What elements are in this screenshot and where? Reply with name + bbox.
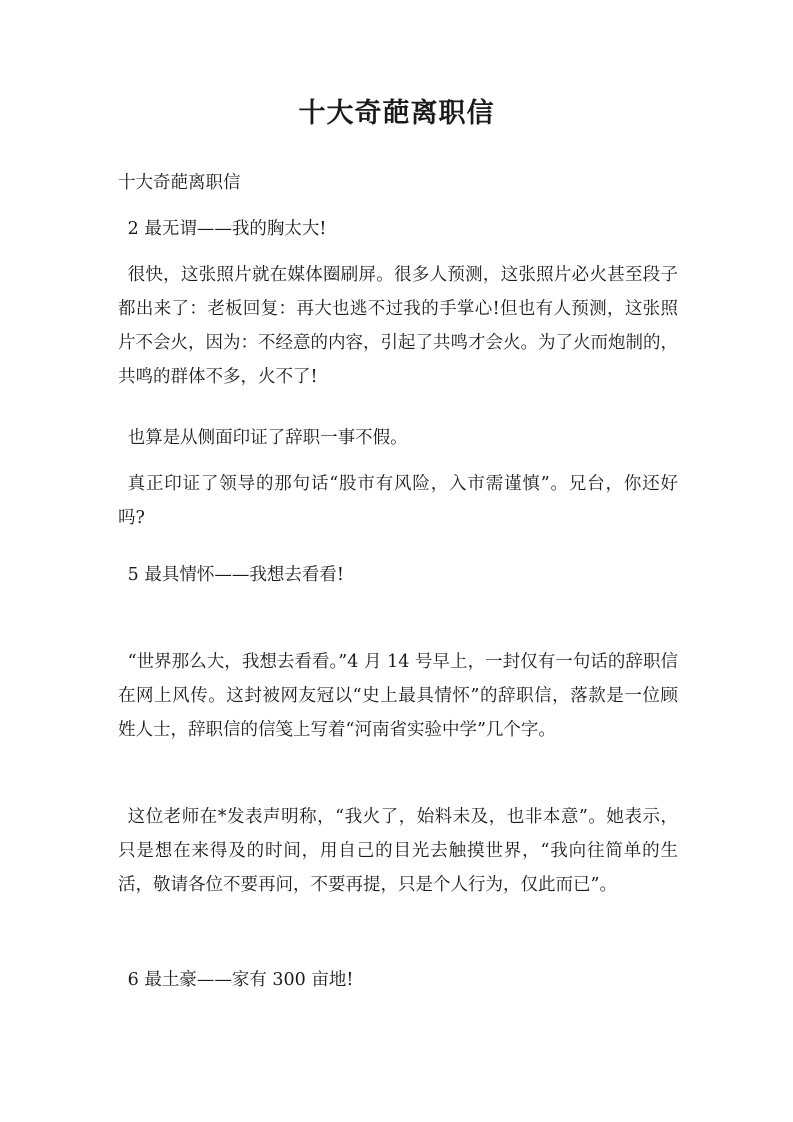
paragraph-body: 也算是从侧面印证了辞职一事不假。 bbox=[127, 428, 408, 448]
paragraph-heading-5: 5 最具情怀——我想去看看! bbox=[127, 565, 344, 585]
paragraph-body: 这位老师在*发表声明称，“我火了，始料未及，也非本意”。她表示，只是想在来得及的时间，用自己的目光去触摸世界，“我向往简单的生活，敬请各位不要再问，不要再提，只是个人行为，仅此而已”。 bbox=[118, 807, 678, 895]
paragraph-body: 很快，这张照片就在媒体圈刷屏。很多人预测，这张照片必火甚至段子都出来了：老板回复：再大也逃不过我的手掌心!但也有人预测，这张照片不会火，因为：不经意的内容，引起了共鸣才会火。为了火而炮制的，共鸣的群体不多，火不了! bbox=[118, 265, 678, 387]
paragraph-body: “世界那么大，我想去看看。”4 月 14 号早上，一封仅有一句话的辞职信在网上风传。这封被网友冠以“史上最具情怀”的辞职信，落款是一位顾姓人士，辞职信的信笺上写着“河南省实验中学”几个字。 bbox=[118, 652, 678, 740]
paragraph-heading-2: 2 最无谓——我的胸太大! bbox=[127, 219, 327, 239]
paragraph-subtitle: 十大奇葩离职信 bbox=[118, 173, 241, 193]
paragraph-heading-6: 6 最土豪——家有 300 亩地! bbox=[127, 970, 354, 990]
document-title: 十大奇葩离职信 bbox=[298, 98, 495, 129]
paragraph-body: 真正印证了领导的那句话“股市有风险，入市需谨慎”。兄台，你还好吗? bbox=[118, 474, 678, 528]
